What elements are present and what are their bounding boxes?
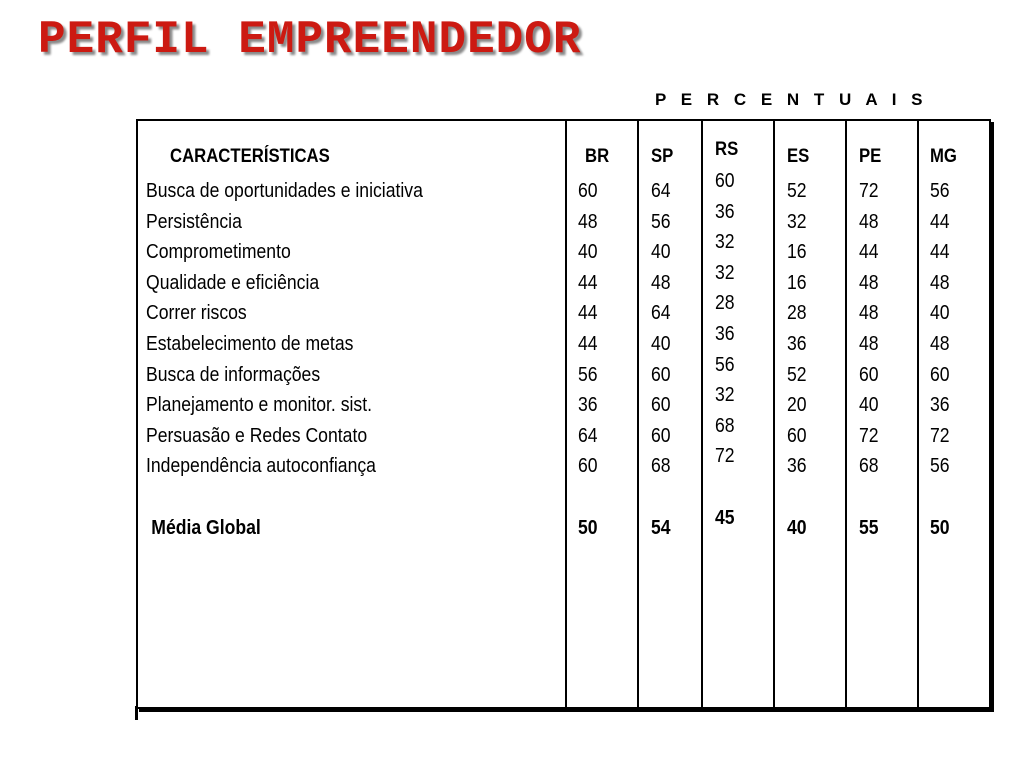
row-gap: [715, 472, 735, 503]
characteristic-label: Estabelecimento de metas: [146, 332, 354, 355]
header-es: ES: [787, 146, 810, 167]
cell-value: 60: [578, 455, 598, 478]
cell-value: 48: [930, 332, 950, 355]
cell-value: 32: [715, 231, 735, 254]
cell-value: 28: [787, 302, 807, 325]
average-value: 55: [859, 516, 879, 539]
cell-value: 16: [787, 241, 807, 264]
cell-value: 68: [651, 455, 671, 478]
cell-value: 20: [787, 394, 807, 417]
characteristic-label: Busca de oportunidades e iniciativa: [146, 180, 423, 202]
row-gap: [651, 482, 671, 513]
cell-value: 48: [930, 271, 950, 294]
cell-value: 44: [578, 302, 598, 325]
cell-value: 72: [859, 180, 879, 202]
cell-value: 48: [859, 210, 879, 233]
column-divider: [701, 119, 703, 709]
column-mg: [930, 176, 952, 543]
header-br: BR: [585, 146, 610, 167]
cell-value: 60: [787, 424, 807, 447]
page-title: PERFIL EMPREENDEDOR: [38, 14, 582, 66]
column-sp: [651, 176, 673, 543]
cell-value: 68: [859, 455, 879, 478]
cell-value: 44: [578, 332, 598, 355]
cell-value: 40: [930, 302, 950, 325]
header-mg: MG: [930, 146, 957, 167]
cell-value: 64: [651, 302, 671, 325]
cell-value: 16: [787, 271, 807, 294]
cell-value: 56: [930, 455, 950, 478]
row-gap: [146, 482, 423, 513]
average-value: 50: [930, 516, 950, 539]
characteristic-label: Qualidade e eficiência: [146, 271, 320, 294]
cell-value: 40: [651, 332, 671, 355]
cell-value: 48: [859, 302, 879, 325]
cell-value: 40: [578, 241, 598, 264]
characteristic-label: Persuasão e Redes Contato: [146, 424, 368, 447]
cell-value: 60: [651, 394, 671, 417]
cell-value: 52: [787, 363, 807, 386]
characteristic-label: Planejamento e monitor. sist.: [146, 394, 372, 417]
header-characteristics: CARACTERÍSTICAS: [170, 146, 330, 167]
cell-value: 52: [787, 180, 807, 202]
cell-value: 40: [859, 394, 879, 417]
percentages-subtitle: P E R C E N T U A I S: [655, 90, 928, 109]
cell-value: 44: [578, 271, 598, 294]
row-gap: [578, 482, 598, 513]
row-gap: [930, 482, 950, 513]
cell-value: 48: [859, 271, 879, 294]
cell-value: 56: [930, 180, 950, 202]
table-frame-tail: [135, 706, 138, 720]
characteristic-label: Persistência: [146, 210, 242, 233]
average-value: 54: [651, 516, 671, 539]
average-label: Média Global: [151, 516, 261, 539]
cell-value: 56: [651, 210, 671, 233]
row-gap: [787, 482, 807, 513]
cell-value: 32: [787, 210, 807, 233]
cell-value: 48: [651, 271, 671, 294]
cell-value: 48: [859, 332, 879, 355]
column-es: [787, 176, 809, 543]
cell-value: 60: [930, 363, 950, 386]
cell-value: 36: [787, 455, 807, 478]
average-value: 45: [715, 506, 735, 529]
cell-value: 36: [715, 322, 735, 345]
cell-value: 40: [651, 241, 671, 264]
cell-value: 60: [715, 170, 735, 192]
cell-value: 60: [578, 180, 598, 202]
cell-value: 56: [578, 363, 598, 386]
cell-value: 36: [578, 394, 598, 417]
cell-value: 44: [859, 241, 879, 264]
column-pe: [859, 176, 881, 543]
characteristics-list: [146, 176, 461, 543]
cell-value: 44: [930, 241, 950, 264]
cell-value: 36: [930, 394, 950, 417]
header-sp: SP: [651, 146, 674, 167]
cell-value: 32: [715, 384, 735, 407]
average-value: 50: [578, 516, 598, 539]
cell-value: 72: [859, 424, 879, 447]
column-divider: [845, 119, 847, 709]
column-divider: [917, 119, 919, 709]
cell-value: 64: [578, 424, 598, 447]
column-rs: [715, 166, 737, 533]
column-divider: [773, 119, 775, 709]
column-br: [578, 176, 600, 543]
characteristic-label: Correr riscos: [146, 302, 247, 325]
cell-value: 48: [578, 210, 598, 233]
cell-value: 60: [651, 424, 671, 447]
cell-value: 60: [859, 363, 879, 386]
characteristic-label: Comprometimento: [146, 241, 291, 264]
header-rs: RS: [715, 139, 739, 160]
average-value: 40: [787, 516, 807, 539]
characteristic-label: Independência autoconfiança: [146, 455, 376, 478]
column-divider: [637, 119, 639, 709]
header-pe: PE: [859, 146, 882, 167]
cell-value: 72: [715, 445, 735, 468]
characteristic-label: Busca de informações: [146, 363, 321, 386]
cell-value: 56: [715, 353, 735, 376]
cell-value: 68: [715, 414, 735, 437]
cell-value: 72: [930, 424, 950, 447]
cell-value: 44: [930, 210, 950, 233]
cell-value: 36: [787, 332, 807, 355]
row-gap: [859, 482, 879, 513]
cell-value: 64: [651, 180, 671, 202]
cell-value: 60: [651, 363, 671, 386]
cell-value: 28: [715, 292, 735, 315]
cell-value: 32: [715, 261, 735, 284]
column-divider: [565, 119, 567, 709]
cell-value: 36: [715, 200, 735, 223]
